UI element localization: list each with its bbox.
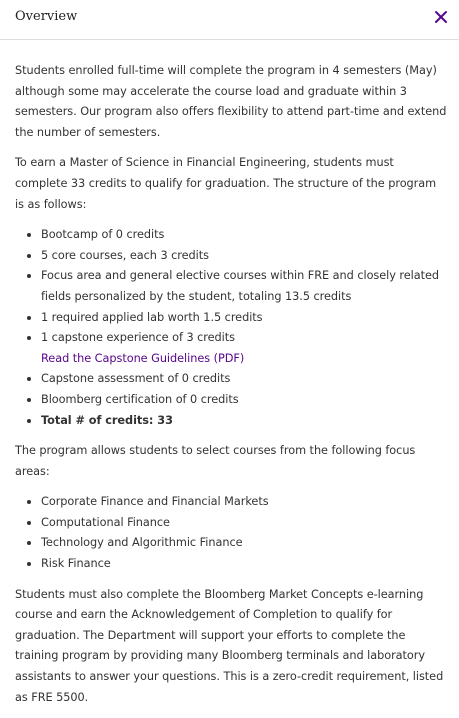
focus-area-text: Computational Finance <box>41 515 170 529</box>
list-item <box>15 308 447 329</box>
focus-area-text: Risk Finance <box>41 557 111 571</box>
structure-intro-paragraph: To earn a Master of Science in Financial Engineering, students must complete 33 credits to qualify for graduation. The structure of the program is as follows: <box>15 156 437 211</box>
list-item <box>15 266 447 307</box>
focus-area-list <box>15 492 447 574</box>
close-icon-svg <box>433 9 449 25</box>
list-item <box>15 390 447 411</box>
list-item-text: 5 core courses, each 3 credits <box>41 248 209 262</box>
list-item <box>15 411 447 432</box>
focus-intro-paragraph: The program allows students to select courses from the following focus areas: <box>15 444 416 478</box>
list-item <box>15 328 447 369</box>
bloomberg-paragraph: Students must also complete the Bloomberg Market Concepts e-learning course and earn the Acknowledgement of Completion to qualify for graduation. The Department will support your efforts to complete the training program by providing many Bloomberg terminals and laboratory assistants to answer your questions. This is a zero-credit requirement, listed as FRE 5500. <box>15 587 444 704</box>
close-icon[interactable] <box>433 9 449 25</box>
list-item-text: 1 capstone experience of 3 credits <box>41 331 235 345</box>
focus-area-text: Technology and Algorithmic Finance <box>41 536 243 550</box>
overview-content <box>15 61 447 718</box>
list-item-text: 1 required applied lab worth 1.5 credits <box>41 310 263 324</box>
panel-header <box>0 0 459 37</box>
list-item <box>15 225 447 246</box>
panel-title: Overview <box>15 9 78 24</box>
total-credits: Total # of credits: 33 <box>41 413 173 427</box>
structure-list <box>15 225 447 431</box>
focus-area-text: Corporate Finance and Financial Markets <box>41 495 269 509</box>
list-item-text: Bloomberg certification of 0 credits <box>41 392 239 406</box>
list-item-text: Focus area and general elective courses within FRE and closely related fields personalized by the student, totaling 13.5 credits <box>41 269 440 303</box>
list-item-text: Bootcamp of 0 credits <box>41 228 165 242</box>
capstone-guidelines-link[interactable]: Read the Capstone Guidelines (PDF) <box>41 351 245 365</box>
list-item <box>15 369 447 390</box>
intro-paragraph: Students enrolled full-time will complete the program in 4 semesters (May) although some may accelerate the course load and graduate within 3 semesters. Our program also offers flexibility to attend part-time and extend the number of semesters. <box>15 64 447 139</box>
list-item-text: Capstone assessment of 0 credits <box>41 372 231 386</box>
list-item <box>15 533 447 554</box>
list-item <box>15 246 447 267</box>
list-item <box>15 492 447 513</box>
list-item <box>15 513 447 534</box>
header-divider <box>0 39 459 40</box>
list-item <box>15 554 447 575</box>
